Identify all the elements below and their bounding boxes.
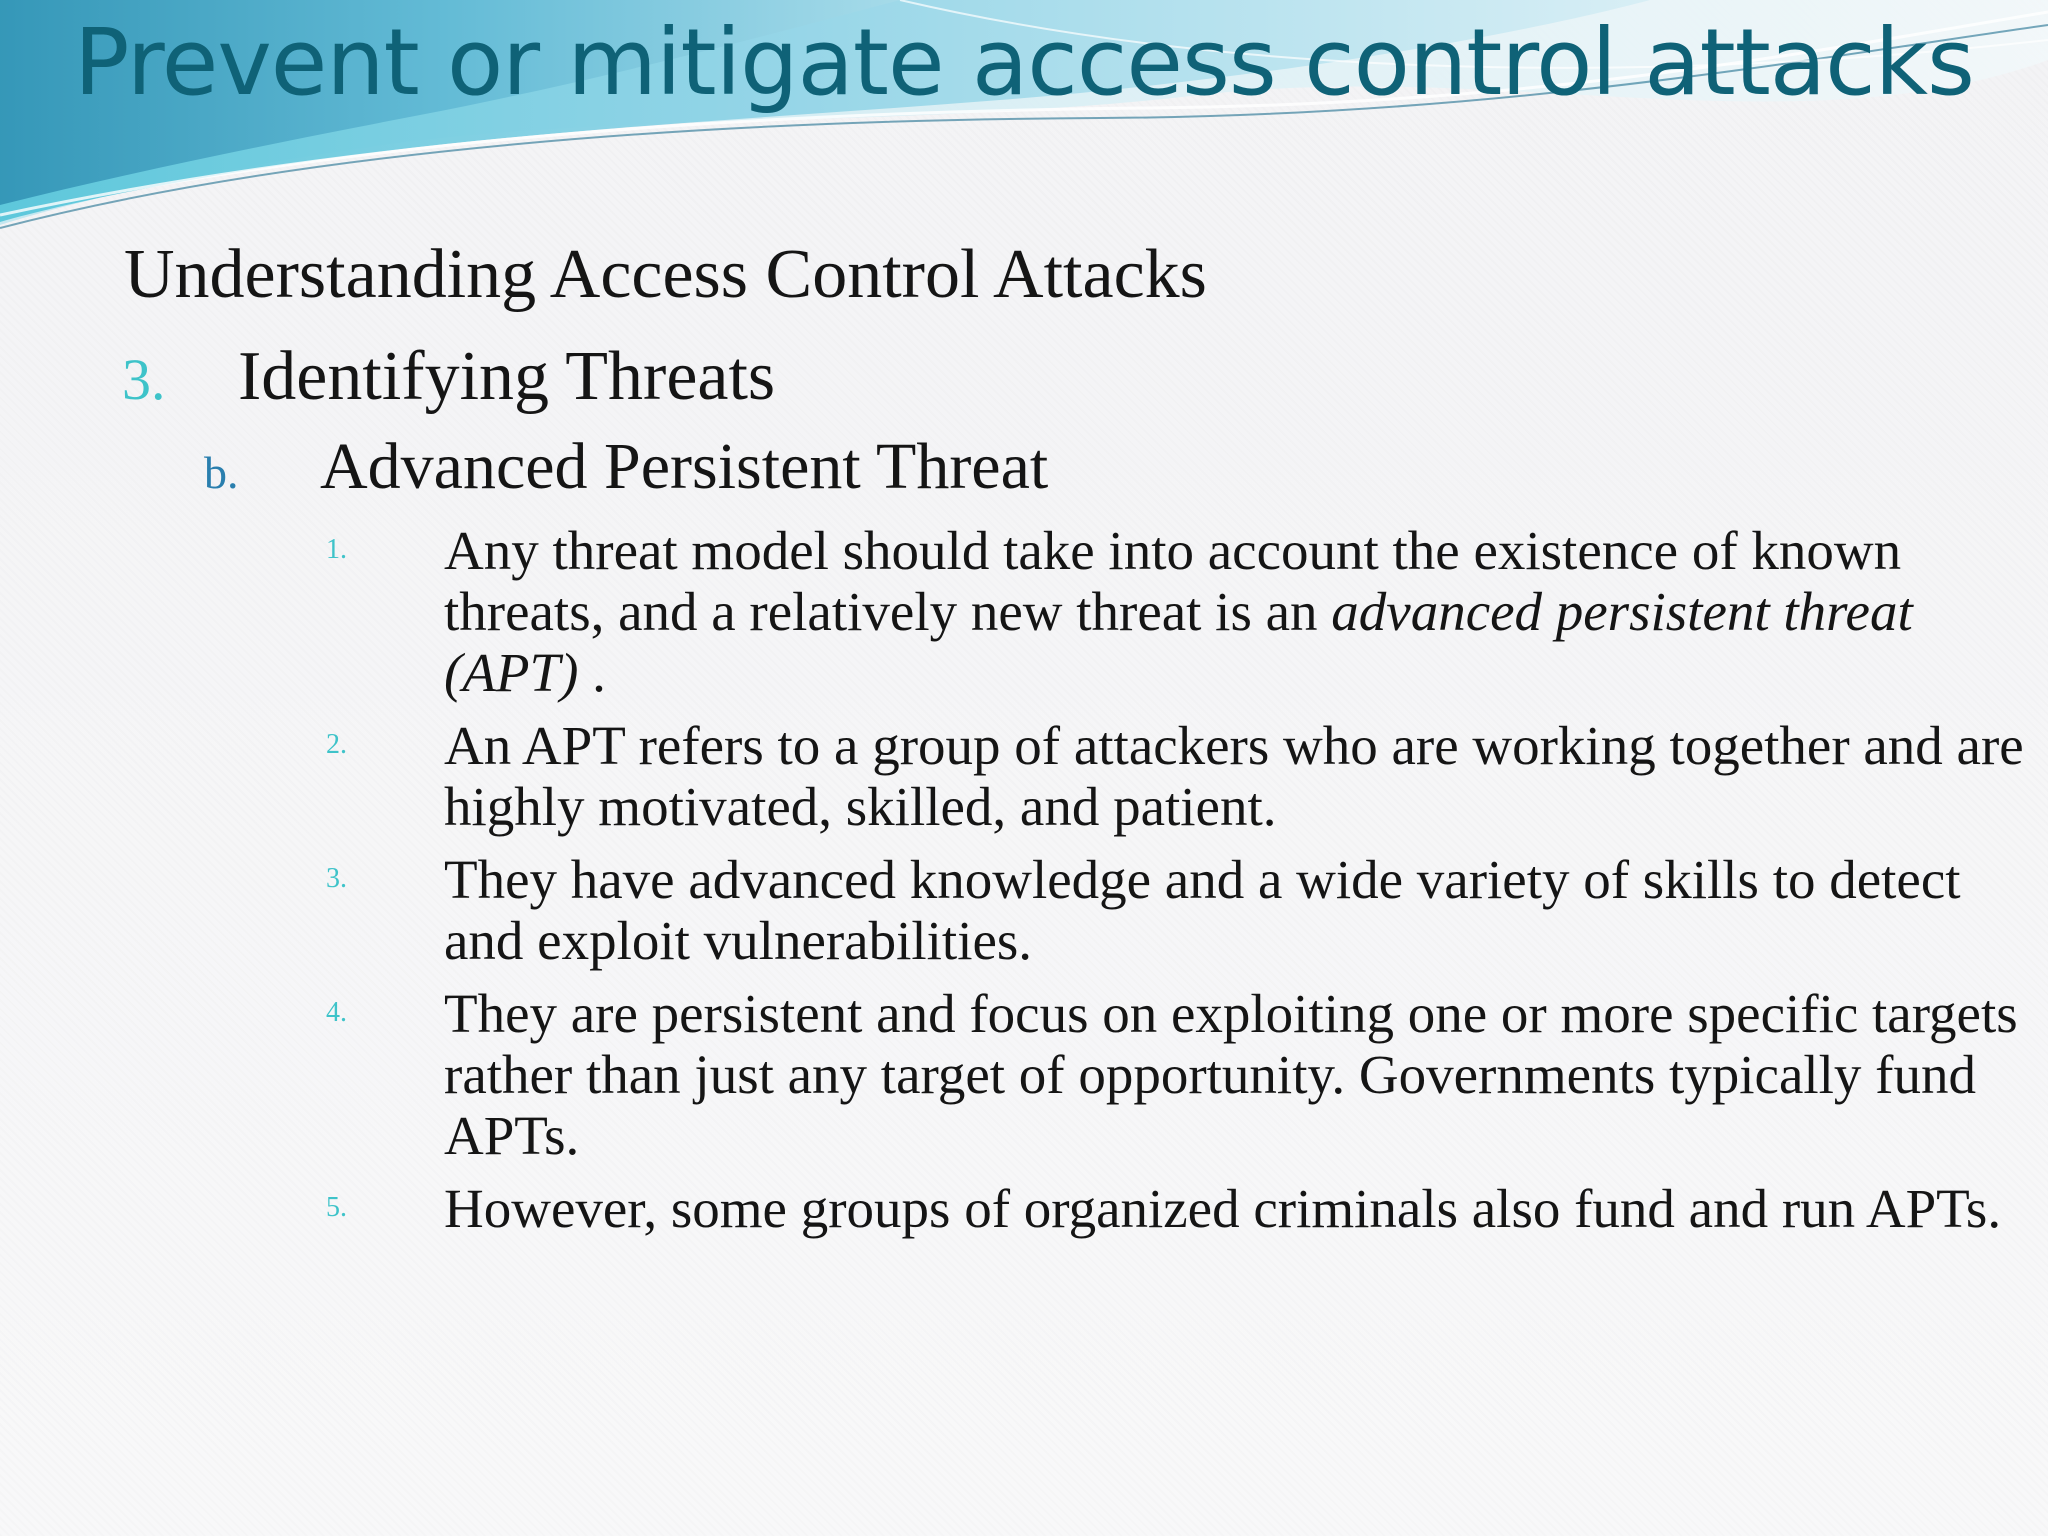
subsection-heading (204, 430, 1049, 503)
list-item-text (444, 1178, 2001, 1239)
list-item-text (444, 983, 2018, 1166)
list-item-text (444, 715, 2024, 837)
subsection-label: Advanced Persistent Threat (320, 430, 1049, 503)
list-item-text-tail: . (578, 642, 606, 703)
section-label: Identifying Threats (238, 338, 776, 415)
page-title: Prevent or mitigate access control attacks (74, 9, 1974, 116)
section-number: 3. (122, 347, 166, 412)
list-item-number: 4. (326, 997, 347, 1028)
list-item-text (444, 849, 1961, 971)
list-item-number: 5. (326, 1192, 347, 1223)
list-item-text-plain: However, some groups of organized criminals also fund and run APTs. (444, 1178, 2002, 1239)
list-item-number: 2. (326, 729, 347, 760)
list-item (326, 715, 2026, 837)
list-item-text-italic: advanced persistent threat (APT) (444, 581, 1913, 703)
list-item (326, 520, 2026, 703)
list-item (326, 1178, 2026, 1239)
subsection-letter: b. (204, 447, 239, 498)
bullet-list (326, 520, 2026, 1251)
list-item-number: 1. (326, 534, 347, 565)
slide-subtitle: Understanding Access Control Attacks (124, 236, 1207, 313)
list-item (326, 983, 2026, 1166)
list-item-text (444, 520, 1913, 703)
list-item-text-plain: They have advanced knowledge and a wide variety of skills to detect and exploit vulnerabilities. (444, 849, 1961, 971)
list-item-text-plain: Any threat model should take into account the existence of known threats, and a relatively new threat is an (444, 520, 1902, 642)
list-item-text-plain: An APT refers to a group of attackers who are working together and are highly motivated, skilled, and patient. (444, 715, 2024, 837)
section-heading (122, 338, 776, 415)
list-item-number: 3. (326, 863, 347, 894)
list-item-text-plain: They are persistent and focus on exploiting one or more specific targets rather than just any target of opportunity. Governments typically fund APTs. (444, 983, 2018, 1166)
list-item (326, 849, 2026, 971)
